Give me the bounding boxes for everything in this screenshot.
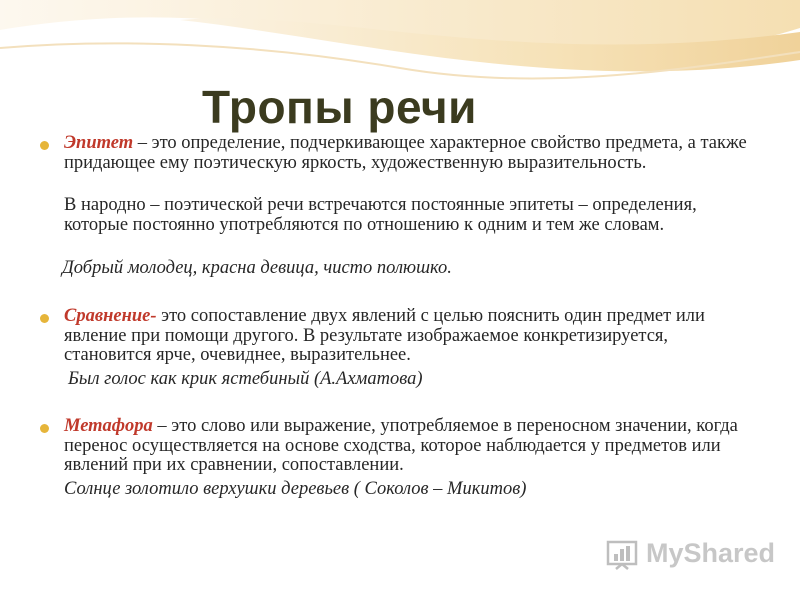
metaphor-term: Метафора — [64, 416, 153, 436]
bullet-icon — [40, 141, 49, 150]
slide-title: Тропы речи — [202, 81, 477, 133]
epithet-term: Эпитет — [64, 133, 134, 153]
comparison-definition — [64, 307, 754, 366]
myshared-watermark — [606, 536, 775, 570]
bullet-icon — [40, 424, 49, 433]
comparison-example: Был голос как крик ястебиный (А.Ахматова) — [68, 369, 423, 389]
chart-logo-icon — [606, 536, 640, 570]
epithet-definition — [64, 134, 754, 173]
comparison-term: Сравнение- — [64, 306, 157, 326]
comparison-text: это сопоставление двух явлений с целью пояснить один предмет или явление при помощи другого. В результате изображаемое конкретизируется, становится ярче, очевиднее, выразительнее. — [64, 306, 705, 365]
metaphor-text: – это слово или выражение, употребляемое в переносном значении, когда перенос осуществляется на основе сходства, которое наблюдается у предметов или явлений при их сравнении, сопоставлении. — [64, 416, 738, 475]
metaphor-example: Солнце золотило верхушки деревьев ( Соколов – Микитов) — [64, 479, 527, 499]
watermark-text: MyShared — [646, 537, 776, 568]
epithet-example: Добрый молодец, красна девица, чисто полюшко. — [62, 258, 452, 278]
epithet-text: – это определение, подчеркивающее характерное свойство предмета, а также придающее ему поэтическую яркость, художественную выразительность. — [64, 133, 747, 173]
metaphor-definition — [64, 417, 754, 476]
bullet-icon — [40, 314, 49, 323]
epithet-note: В народно – поэтической речи встречаются постоянные эпитеты – определения, которые постоянно употребляются по отношению к одним и тем же словам. — [64, 195, 697, 235]
